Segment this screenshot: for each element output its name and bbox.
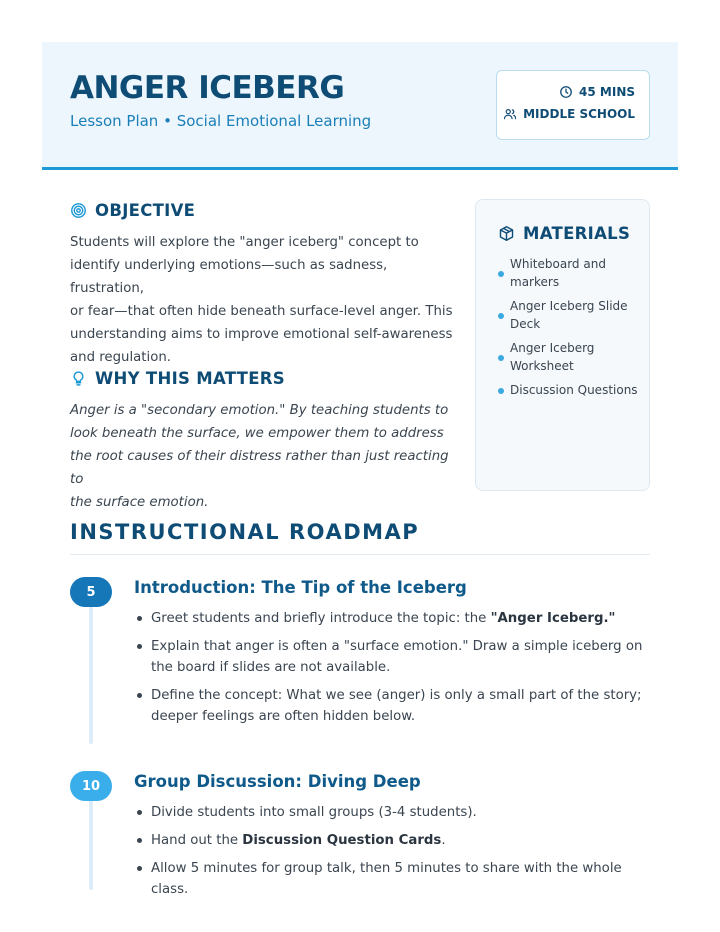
list-item	[134, 802, 644, 823]
bullet-dot	[498, 355, 504, 361]
material-label: Anger Iceberg Worksheet	[510, 341, 595, 373]
bullet-dot	[137, 616, 142, 621]
lesson-meta-box	[496, 70, 650, 140]
bullet-dot	[498, 271, 504, 277]
material-label: Whiteboard and markers	[510, 257, 606, 289]
bullet-text: Allow 5 minutes for group talk, then 5 minutes to share with the whole class.	[151, 861, 622, 897]
audience-row	[503, 107, 635, 121]
bullet-dot	[137, 810, 142, 815]
bullet-text: Divide students into small groups (3-4 students).	[151, 805, 477, 820]
materials-heading	[498, 224, 630, 243]
step-minutes-badge: 5	[70, 577, 112, 607]
bullet-dot	[498, 388, 504, 394]
bullet-text: Greet students and briefly introduce the topic: the	[151, 611, 491, 626]
box-icon	[498, 225, 515, 242]
target-icon	[70, 202, 87, 219]
list-item	[498, 298, 638, 333]
bullet-text: Define the concept: What we see (anger) is only a small part of the story; deeper feelings are often hidden below.	[151, 688, 642, 724]
bullet-bold-text: "Anger Iceberg."	[490, 611, 616, 626]
why-heading	[70, 369, 285, 388]
bullet-text: Explain that anger is often a "surface emotion." Draw a simple iceberg on the board if slides are not available.	[151, 639, 643, 675]
step-bullet-list	[134, 608, 644, 734]
bullet-dot	[498, 313, 504, 319]
objective-heading-label: OBJECTIVE	[95, 201, 196, 220]
bullet-bold-text: Discussion Question Cards	[242, 833, 442, 848]
list-item	[498, 382, 638, 400]
list-item	[134, 858, 644, 900]
objective-line: and regulation.	[70, 350, 172, 365]
why-line: Anger is a "secondary emotion." By teaching students to	[70, 403, 449, 418]
step-title: Group Discussion: Diving Deep	[134, 772, 421, 791]
materials-heading-label: MATERIALS	[523, 224, 631, 243]
why-line: the surface emotion.	[70, 495, 209, 510]
lightbulb-icon	[70, 370, 87, 387]
materials-card	[475, 199, 650, 491]
lesson-header	[42, 42, 678, 170]
objective-line: or fear—that often hide beneath surface-level anger. This	[70, 304, 453, 319]
audience-label: MIDDLE SCHOOL	[523, 107, 635, 121]
list-item	[498, 340, 638, 375]
timeline-line	[89, 596, 93, 744]
materials-list	[498, 256, 638, 407]
bullet-dot	[137, 644, 142, 649]
material-label: Discussion Questions	[510, 383, 638, 397]
material-label: Anger Iceberg Slide Deck	[510, 299, 628, 331]
list-item	[498, 256, 638, 291]
list-item	[134, 685, 644, 727]
list-item	[134, 608, 644, 629]
objective-text	[70, 231, 460, 369]
list-item	[134, 636, 644, 678]
bullet-text: Hand out the	[151, 833, 243, 848]
why-text	[70, 399, 460, 514]
bullet-dot	[137, 693, 142, 698]
step-title: Introduction: The Tip of the Iceberg	[134, 578, 467, 597]
duration-label: 45 MINS	[579, 85, 635, 99]
why-line: the root causes of their distress rather than just reacting to	[70, 449, 449, 487]
objective-line: Students will explore the "anger iceberg" concept to	[70, 235, 419, 250]
duration-row	[559, 85, 635, 99]
bullet-dot	[137, 866, 142, 871]
page-title: ANGER ICEBERG	[70, 70, 345, 106]
list-item	[134, 830, 644, 851]
step-minutes-badge: 10	[70, 771, 112, 801]
objective-heading	[70, 201, 195, 220]
users-icon	[503, 107, 517, 121]
objective-line: understanding aims to improve emotional self-awareness	[70, 327, 453, 342]
step-bullet-list	[134, 802, 644, 907]
clock-icon	[559, 85, 573, 99]
bullet-text: .	[441, 833, 446, 848]
why-line: look beneath the surface, we empower them to address	[70, 426, 444, 441]
objective-line: identify underlying emotions—such as sadness, frustration,	[70, 258, 388, 296]
divider	[70, 554, 650, 555]
page-subtitle: Lesson Plan • Social Emotional Learning	[70, 112, 372, 130]
bullet-dot	[137, 838, 142, 843]
why-heading-label: WHY THIS MATTERS	[95, 369, 285, 388]
roadmap-heading: INSTRUCTIONAL ROADMAP	[70, 520, 420, 544]
timeline-line	[89, 790, 93, 890]
